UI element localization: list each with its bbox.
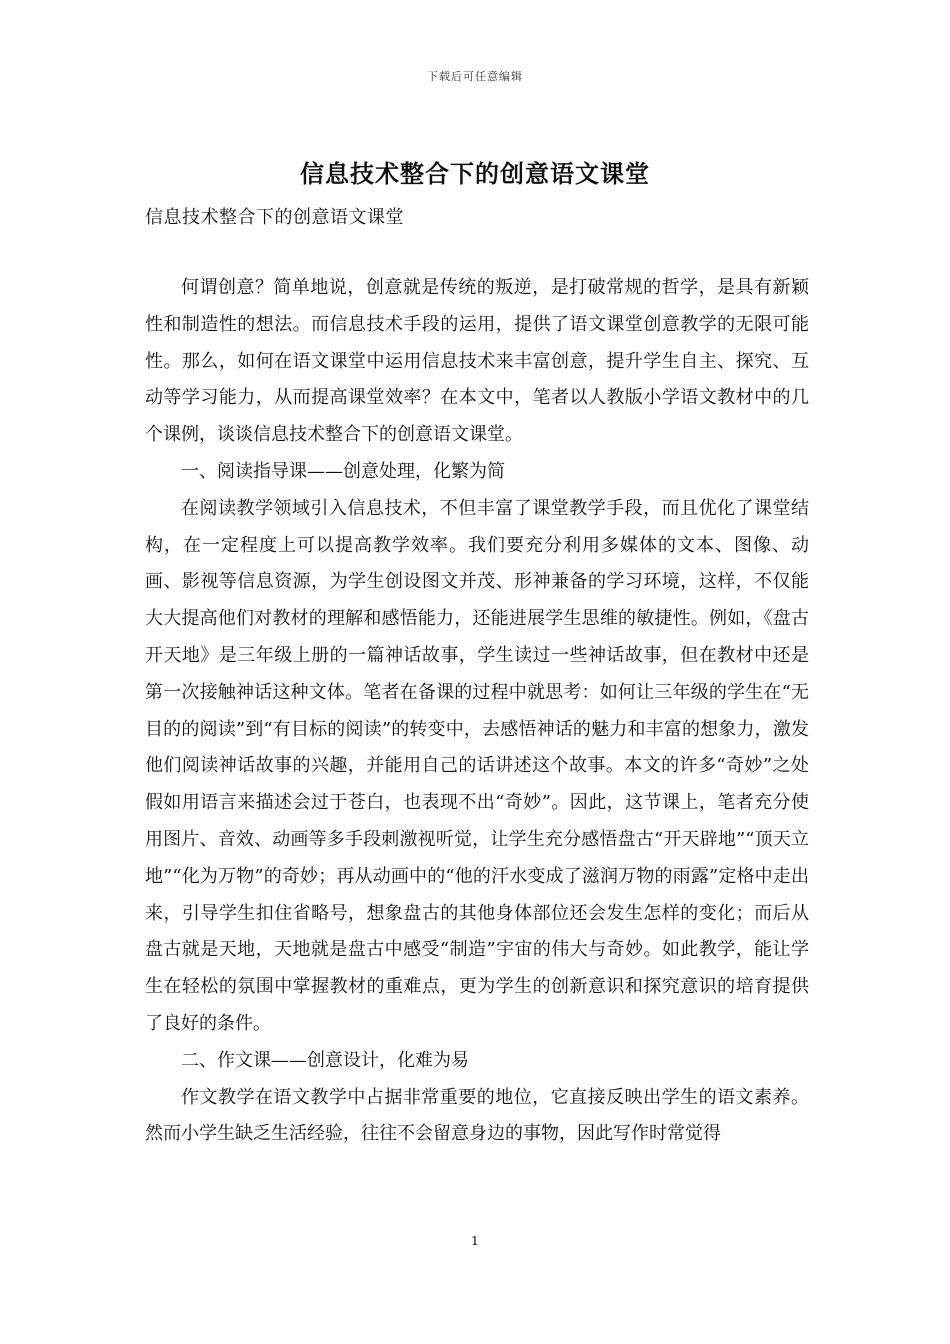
paragraph-intro: 何谓创意？简单地说，创意就是传统的叛逆，是打破常规的哲学，是具有新颖性和制造性的想法。而信息技术手段的运用，提供了语文课堂创意教学的无限可能性。那么，如何在语文课堂中运用信息技术来丰富创意，提升学生自主、探究、互动等学习能力，从而提高课堂效率？在本文中，笔者以人教版小学语文教材中的几个课例，谈谈信息技术整合下的创意语文课堂。	[145, 277, 809, 446]
paragraph-composition: 作文教学在语文教学中占据非常重要的地位，它直接反映出学生的语文素养。然而小学生缺乏生活经验，往往不会留意身边的事物，因此写作时常觉得	[145, 1086, 809, 1145]
section-heading-composition: 二、作文课——创意设计，化难为易	[181, 1049, 469, 1071]
document-title: 信息技术整合下的创意语文课堂	[300, 159, 650, 188]
page-number: 1	[471, 1234, 479, 1248]
page-header-note: 下载后可任意编辑	[427, 70, 523, 83]
section-heading-reading: 一、阅读指导课——创意处理，化繁为简	[181, 460, 505, 482]
paragraph-reading: 在阅读教学领域引入信息技术，不但丰富了课堂教学手段，而且优化了课堂结构，在一定程度上可以提高教学效率。我们要充分利用多媒体的文本、图像、动画、影视等信息资源，为学生创设图文并茂、形神兼备的学习环境，这样，不仅能大大提高他们对教材的理解和感悟能力，还能进展学生思维的敏捷性。例如，《盘古开天地》是三年级上册的一篇神话故事，学生读过一些神话故事，但在教材中还是第一次接触神话这种文体。笔者在备课的过程中就思考：如何让三年级的学生在“无目的的阅读”到“有目标的阅读”的转变中，去感悟神话的魅力和丰富的想象力，激发他们阅读神话故事的兴趣，并能用自己的话讲述这个故事。本文的许多“奇妙”之处假如用语言来描述会过于苍白，也表现不出“奇妙”。因此，这节课上，笔者充分使用图片、音效、动画等多手段刺激视听觉，让学生充分感悟盘古“开天辟地”“顶天立地”“化为万物”的奇妙；再从动画中的“他的汗水变成了滋润万物的雨露”定格中走出来，引导学生扣住省略号，想象盘古的其他身体部位还会发生怎样的变化；而后从盘古就是天地，天地就是盘古中感受“制造”宇宙的伟大与奇妙。如此教学，能让学生在轻松的氛围中掌握教材的重难点，更为学生的创新意识和探究意识的培育提供了良好的条件。	[145, 497, 809, 1034]
document-subtitle: 信息技术整合下的创意语文课堂	[145, 207, 404, 228]
document-body	[145, 270, 809, 1153]
